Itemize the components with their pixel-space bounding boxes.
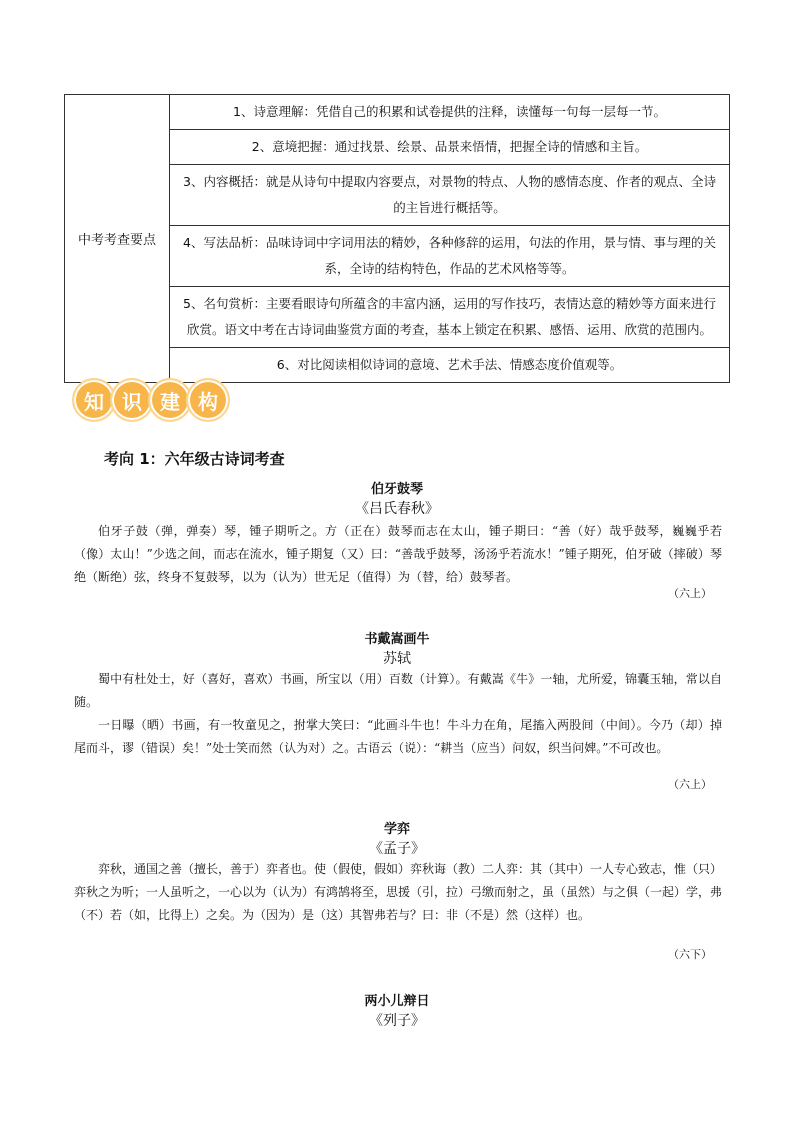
table-row: 3、内容概括：就是从诗句中提取内容要点，对景物的特点、人物的感情态度、作者的观点、全诗的主旨进行概括等。	[170, 165, 730, 226]
passage-title: 两小儿辩日	[364, 994, 430, 1009]
passage-body	[74, 520, 722, 589]
passage-body	[74, 668, 722, 760]
passage-author: 《孟子》	[369, 841, 425, 857]
banner-char: 知	[72, 378, 116, 422]
table-row: 1、诗意理解：凭借自己的积累和试卷提供的注释，读懂每一句每一层每一节。	[170, 95, 730, 130]
banner-char: 识	[110, 378, 154, 422]
passage-paragraph: 一日曝（晒）书画，有一牧童见之，拊掌大笑曰：“此画斗牛也！牛斗力在角，尾搐入两股间（中间）。今乃（却）掉尾而斗，谬（错误）矣！”处士笑而然（认为对）之。古语云（说）：“耕当（应当）问奴，织当问婢。”不可改也。	[74, 718, 722, 755]
knowledge-banner	[72, 378, 224, 422]
banner-char: 构	[186, 378, 230, 422]
section-title: 考向 1：六年级古诗词考查	[104, 450, 285, 468]
passage-paragraph: 蜀中有杜处士，好（喜好，喜欢）书画，所宝以（用）百数（计算）。有戴嵩《牛》一轴，尤所爱，锦囊玉轴，常以自随。	[74, 672, 722, 709]
grade-label: （六上）	[668, 587, 712, 600]
banner-char: 建	[148, 378, 192, 422]
passage-author: 苏轼	[383, 651, 411, 667]
table-row: 4、写法品析：品味诗词中字词用法的精妙，各种修辞的运用，句法的作用，景与情、事与理的关系，全诗的结构特色，作品的艺术风格等等。	[170, 226, 730, 287]
passage-paragraph: 弈秋，通国之善（擅长，善于）弈者也。使（假使，假如）弈秋诲（教）二人弈：其（其中）一人专心致志，惟（只）弈秋之为听；一人虽听之，一心以为（认为）有鸿鹄将至，思援（引，拉）弓缴而射之，虽（虽然）与之俱（一起）学，弗（不）若（如，比得上）之矣。为（因为）是（这）其智弗若与？曰：非（不是）然（这样）也。	[74, 862, 723, 922]
table-row: 6、对比阅读相似诗词的意境、艺术手法、情感态度价值观等。	[170, 348, 730, 383]
grade-label: （六下）	[668, 948, 712, 961]
passage-title: 书戴嵩画牛	[364, 632, 430, 647]
passage-paragraph: 伯牙子鼓（弹，弹奏）琴，锺子期听之。方（正在）鼓琴而志在太山，锺子期曰：“善（好）哉乎鼓琴，巍巍乎若（像）太山！”少选之间，而志在流水，锺子期复（又）曰：“善哉乎鼓琴，汤汤乎若流水！”锺子期死，伯牙破（摔破）琴绝（断绝）弦，终身不复鼓琴，以为（认为）世无足（值得）为（替，给）鼓琴者。	[74, 524, 722, 584]
exam-points-table	[64, 94, 730, 383]
table-left-label: 中考考查要点	[65, 95, 170, 383]
passage-author: 《列子》	[369, 1013, 425, 1029]
passage-title: 学弈	[383, 822, 410, 837]
passage-title: 伯牙鼓琴	[370, 482, 423, 497]
passage-author: 《吕氏春秋》	[355, 501, 439, 517]
grade-label: （六上）	[668, 778, 712, 791]
table-row: 5、名句赏析：主要看眼诗句所蕴含的丰富内涵，运用的写作技巧，表情达意的精妙等方面来进行欣赏。语文中考在古诗词曲鉴赏方面的考查，基本上锁定在积累、感悟、运用、欣赏的范围内。	[170, 287, 730, 348]
table-row: 2、意境把握：通过找景、绘景、品景来悟情，把握全诗的情感和主旨。	[170, 130, 730, 165]
passage-body	[74, 858, 722, 927]
